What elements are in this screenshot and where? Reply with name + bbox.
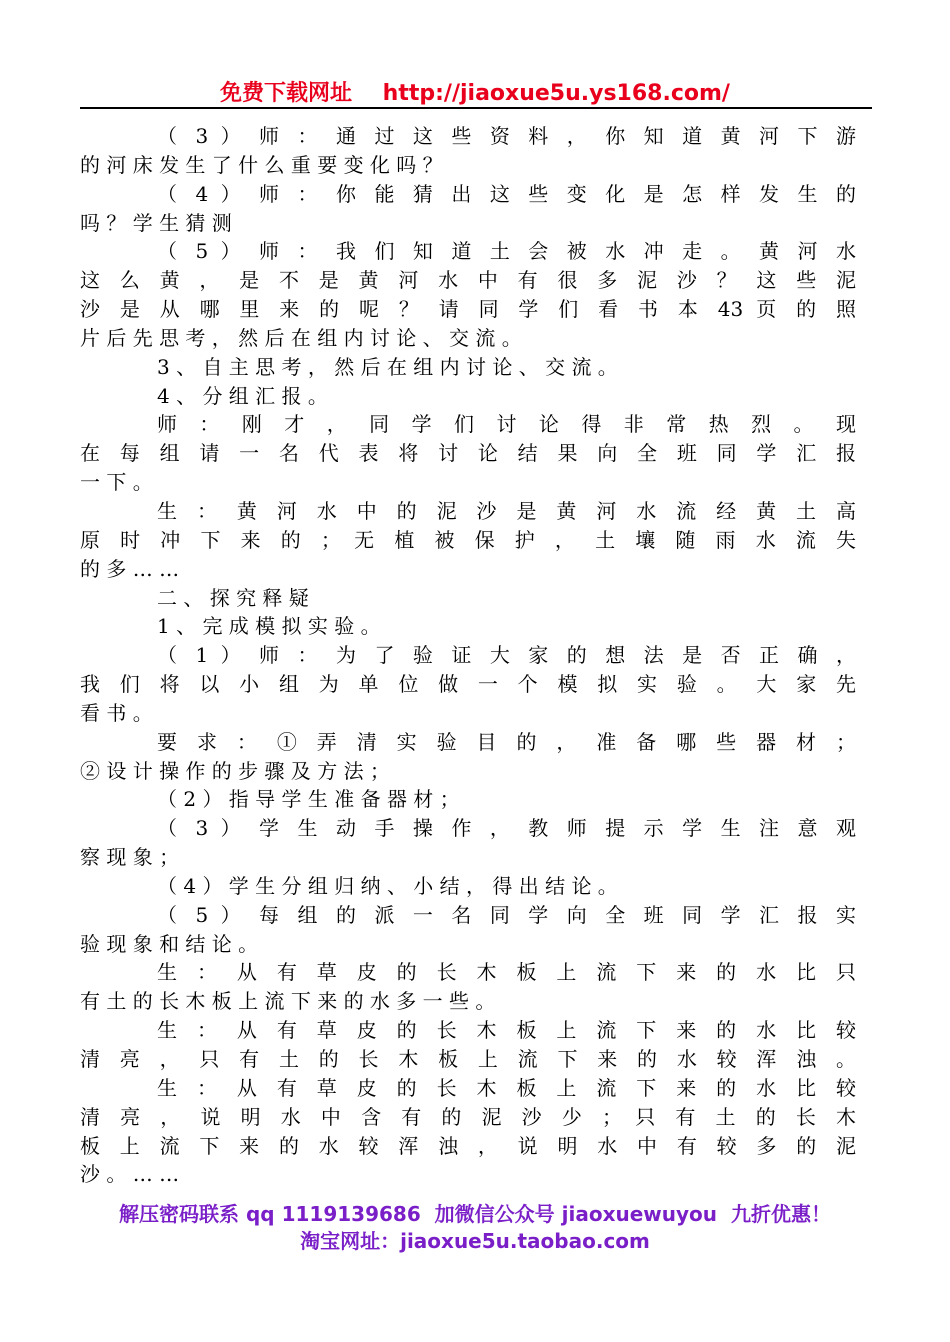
text-line: 师 ： 刚 才 ， 同 学 们 讨 论 得 非 常 热 烈 。 现 <box>157 412 856 437</box>
text-line: （ 5 ） 每 组 的 派 一 名 同 学 向 全 班 同 学 汇 报 实 <box>157 902 856 927</box>
text-line: ② 设 计 操 作 的 步 骤 及 方 法 ； <box>80 758 390 783</box>
text-line: 察 现 象 ； <box>80 845 180 870</box>
text-line: 验 现 象 和 结 论 。 <box>80 931 259 956</box>
text-line: （ 4 ） 师 ： 你 能 猜 出 这 些 变 化 是 怎 样 发 生 的 <box>157 181 856 206</box>
footer-contact: 解压密码联系 qq 1119139686 加微信公众号 jiaoxuewuyou 九折优惠！ <box>119 1202 831 1226</box>
text-line: 的 多 … … <box>80 556 180 581</box>
text-line: 清 亮 ， 说 明 水 中 含 有 的 泥 沙 少 ； 只 有 土 的 长 木 <box>80 1104 856 1129</box>
text-line: 有 土 的 长 木 板 上 流 下 来 的 水 多 一 些 。 <box>80 989 496 1014</box>
lesson-body <box>80 122 856 1189</box>
text-line: 二 、 探 究 释 疑 <box>157 585 309 610</box>
text-line: 在 每 组 请 一 名 代 表 将 讨 论 结 果 向 全 班 同 学 汇 报 <box>80 441 856 466</box>
text-line: 板 上 流 下 来 的 水 较 浑 浊 ， 说 明 水 中 有 较 多 的 泥 <box>80 1133 856 1158</box>
text-line: 原 时 冲 下 来 的 ； 无 植 被 保 护 ， 土 壤 随 雨 水 流 失 <box>80 527 856 552</box>
header-divider <box>80 107 872 109</box>
text-line: 1 、 完 成 模 拟 实 验 。 <box>157 614 381 639</box>
text-line: 片 后 先 思 考 ， 然 后 在 组 内 讨 论 、 交 流 。 <box>80 325 522 350</box>
text-line: （ 4 ） 学 生 分 组 归 纳 、 小 结 ， 得 出 结 论 。 <box>157 873 618 898</box>
text-line: 吗 ？ 学 生 猜 测 <box>80 210 232 235</box>
text-line: （ 2 ） 指 导 学 生 准 备 器 材 ； <box>157 787 460 812</box>
text-line: （ 3 ） 师 ： 通 过 这 些 资 料 ， 你 知 道 黄 河 下 游 <box>157 124 856 148</box>
page-header <box>0 76 950 107</box>
text-line: 沙 。 … … <box>80 1162 180 1187</box>
text-line: 一 下 。 <box>80 470 153 495</box>
text-line: 生 ： 从 有 草 皮 的 长 木 板 上 流 下 来 的 水 比 较 <box>157 1075 856 1100</box>
text-line: 这 么 黄 ， 是 不 是 黄 河 水 中 有 很 多 泥 沙 ？ 这 些 泥 <box>80 268 856 293</box>
text-line: 3 、 自 主 思 考 ， 然 后 在 组 内 讨 论 、 交 流 。 <box>157 354 618 379</box>
text-line: 生 ： 黄 河 水 中 的 泥 沙 是 黄 河 水 流 经 黄 土 高 <box>157 498 856 523</box>
text-line: 清 亮 ， 只 有 土 的 长 木 板 上 流 下 来 的 水 较 浑 浊 。 <box>80 1047 856 1071</box>
text-line: 生 ： 从 有 草 皮 的 长 木 板 上 流 下 来 的 水 比 较 <box>157 1018 856 1043</box>
text-line: （ 3 ） 学 生 动 手 操 作 ， 教 师 提 示 学 生 注 意 观 <box>157 816 856 841</box>
text-line: 4 、 分 组 汇 报 。 <box>157 383 328 408</box>
text-line: 看 书 。 <box>80 700 153 725</box>
text-line: （ 5 ） 师 ： 我 们 知 道 土 会 被 水 冲 走 。 黄 河 水 <box>157 239 856 264</box>
header-title: 免费下载网址 <box>220 81 353 106</box>
text-line: 我 们 将 以 小 组 为 单 位 做 一 个 模 拟 实 验 。 大 家 先 <box>80 672 856 697</box>
text-line: （ 1 ） 师 ： 为 了 验 证 大 家 的 想 法 是 否 正 确 ， <box>157 643 856 668</box>
text-line: 生 ： 从 有 草 皮 的 长 木 板 上 流 下 来 的 水 比 只 <box>157 960 856 985</box>
text-line: 沙 是 从 哪 里 来 的 呢 ？ 请 同 学 们 看 书 本 43 页 的 照 <box>80 297 856 322</box>
header-url[interactable]: http://jiaoxue5u.ys168.com/ <box>382 81 730 106</box>
text-line: 要 求 ： ① 弄 清 实 验 目 的 ， 准 备 哪 些 器 材 ； <box>157 729 856 754</box>
text-line: 的 河 床 发 生 了 什 么 重 要 变 化 吗 ？ <box>80 152 443 177</box>
footer-shop-url[interactable]: 淘宝网址：jiaoxue5u.taobao.com <box>300 1229 650 1253</box>
